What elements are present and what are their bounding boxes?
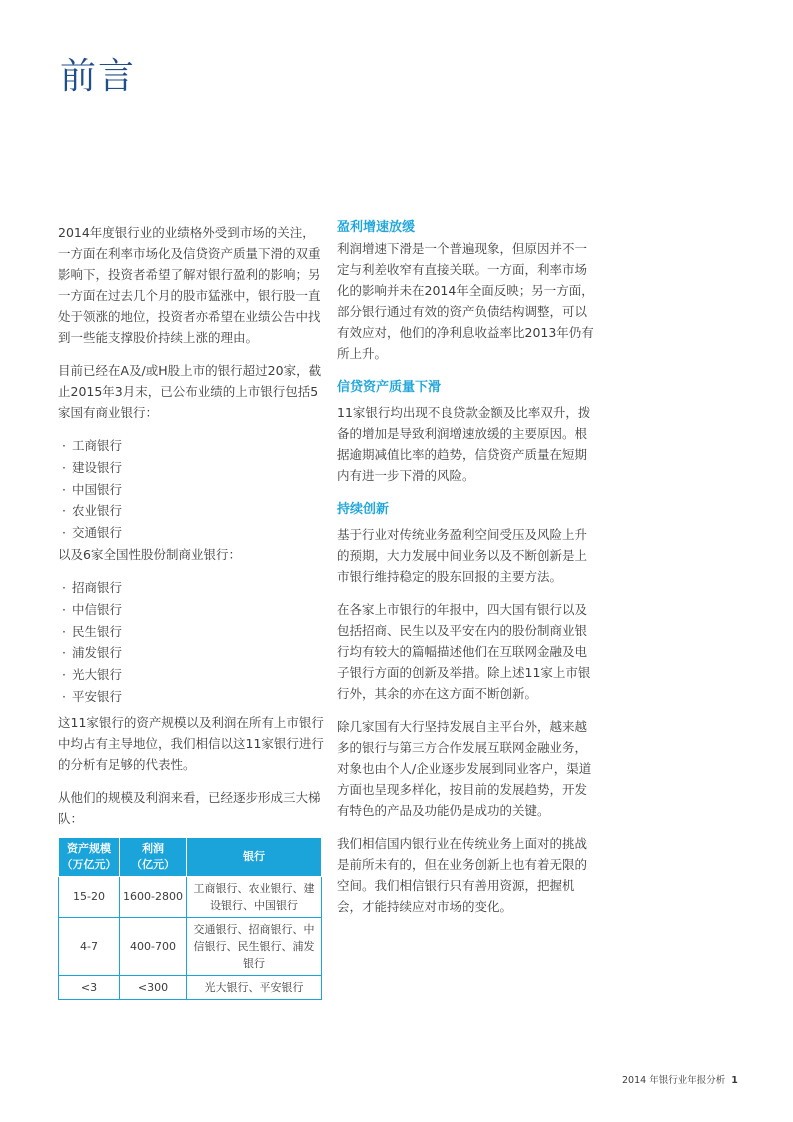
list-item: · 民生银行: [62, 623, 123, 639]
section-paragraph: 基于行业对传统业务盈利空间受压及风险上升的预期，大力发展中间业务以及不断创新是上市银行维持稳定的股东回报的主要方法。: [337, 527, 588, 584]
table-row: [59, 917, 322, 975]
header-asset-size: 资产规模 （万亿元）: [59, 837, 120, 876]
section-paragraph: 我们相信国内银行业在传统业务上面对的挑战是前所未有的，但在业务创新上也有着无限的空间。我们相信银行只有善用资源，把握机会，才能持续应对市场的变化。: [337, 836, 588, 914]
section-heading: 信贷资产质量下滑: [337, 380, 442, 395]
list-item: · 平安银行: [62, 688, 123, 704]
tiers-intro: 从他们的规模及利润来看，已经逐步形成三大梯队：: [58, 789, 321, 826]
list-item: · 浦发银行: [62, 645, 123, 661]
representative-paragraph: 这11家银行的资产规模以及利润在所有上市银行中均占有主导地位，我们相信以这11家银行进行的分析有足够的代表性。: [58, 714, 324, 772]
list-item: · 工商银行: [62, 438, 123, 453]
table-cell: 光大银行、平安银行: [187, 975, 322, 999]
page-number: 1: [731, 1075, 738, 1086]
table-cell: 交通银行、招商银行、中信银行、民生银行、浦发银行: [187, 917, 322, 975]
right-column: [337, 218, 595, 917]
section-heading: 持续创新: [337, 502, 390, 517]
intro-paragraph: 2014年度银行业的业绩格外受到市场的关注，一方面在利率市场化及信贷资产质量下滑的双重影响下，投资者希望了解对银行盈利的影响；另一方面在过去几个月的股市猛涨中，银行股一直处于领涨的地位，投资者亦希望在业绩公告中找到一些能支撑股价持续上涨的理由。: [58, 225, 321, 345]
section-heading: 盈利增速放缓: [337, 220, 416, 235]
section-paragraph: 在各家上市银行的年报中，四大国有银行以及包括招商、民生以及平安在内的股份制商业银行均有较大的篇幅描述他们在互联网金融及电子银行方面的创新及举措。除上述11家上市银行外，其余的亦在这方面不断创新。: [337, 602, 591, 701]
list-item: · 光大银行: [62, 667, 123, 683]
list-item: · 中信银行: [62, 601, 123, 617]
table-cell: <300: [120, 975, 187, 999]
table-cell: 4-7: [59, 917, 120, 975]
list-item: · 建设银行: [62, 459, 123, 475]
listed-banks-paragraph: 目前已经在A及/或H股上市的银行超过20家，截止2015年3月末，已公布业绩的上市银行包括5家国有商业银行：: [58, 363, 322, 420]
table-cell: <3: [59, 975, 120, 999]
bank-tier-table: [58, 837, 322, 1000]
page-footer: [622, 1072, 738, 1086]
list-item: · 招商银行: [62, 579, 123, 595]
section-paragraph: 利润增速下滑是一个普遍现象，但原因并不一定与利差收窄有直接关联。一方面，利率市场化的影响并未在2014年全面反映；另一方面，部分银行通过有效的资产负债结构调整，可以有效应对，他们的净利息收益率比2013年仍有所上升。: [337, 241, 594, 361]
table-cell: 15-20: [59, 876, 120, 917]
footer-title: 2014 年银行业年报分析: [622, 1075, 726, 1086]
header-profit: 利润 （亿元）: [120, 837, 187, 876]
joint-stock-intro: 以及6家全国性股份制商业银行：: [58, 546, 241, 562]
table-cell: 工商银行、农业银行、建设银行、中国银行: [187, 876, 322, 917]
left-column: [58, 222, 324, 1000]
header-banks: 银行: [187, 837, 322, 876]
page-title: 前言: [60, 56, 137, 97]
table-cell: 1600-2800: [120, 876, 187, 917]
joint-stock-banks-list: [58, 577, 324, 708]
section-asset-quality: [337, 378, 595, 486]
table-header-row: [59, 837, 322, 876]
table-cell: 400-700: [120, 917, 187, 975]
table-row: [59, 975, 322, 999]
section-paragraph: 11家银行均出现不良贷款金额及比率双升，拨备的增加是导致利润增速放缓的主要原因。根据逾期减值比率的趋势，信贷资产质量在短期内有进一步下滑的风险。: [337, 405, 591, 483]
section-profit-growth: [337, 218, 595, 364]
list-item: · 中国银行: [62, 481, 123, 497]
state-banks-list: [58, 435, 324, 544]
list-item: · 交通银行: [62, 525, 123, 541]
list-item: · 农业银行: [62, 503, 123, 519]
section-paragraph: 除几家国有大行坚持发展自主平台外，越来越多的银行与第三方合作发展互联网金融业务，对象也由个人/企业逐步发展到同业客户，渠道方面也呈现多样化，按目前的发展趋势，开发有特色的产品及功能仍是成功的关键。: [337, 719, 592, 818]
table-row: [59, 876, 322, 917]
section-innovation: [337, 500, 595, 917]
